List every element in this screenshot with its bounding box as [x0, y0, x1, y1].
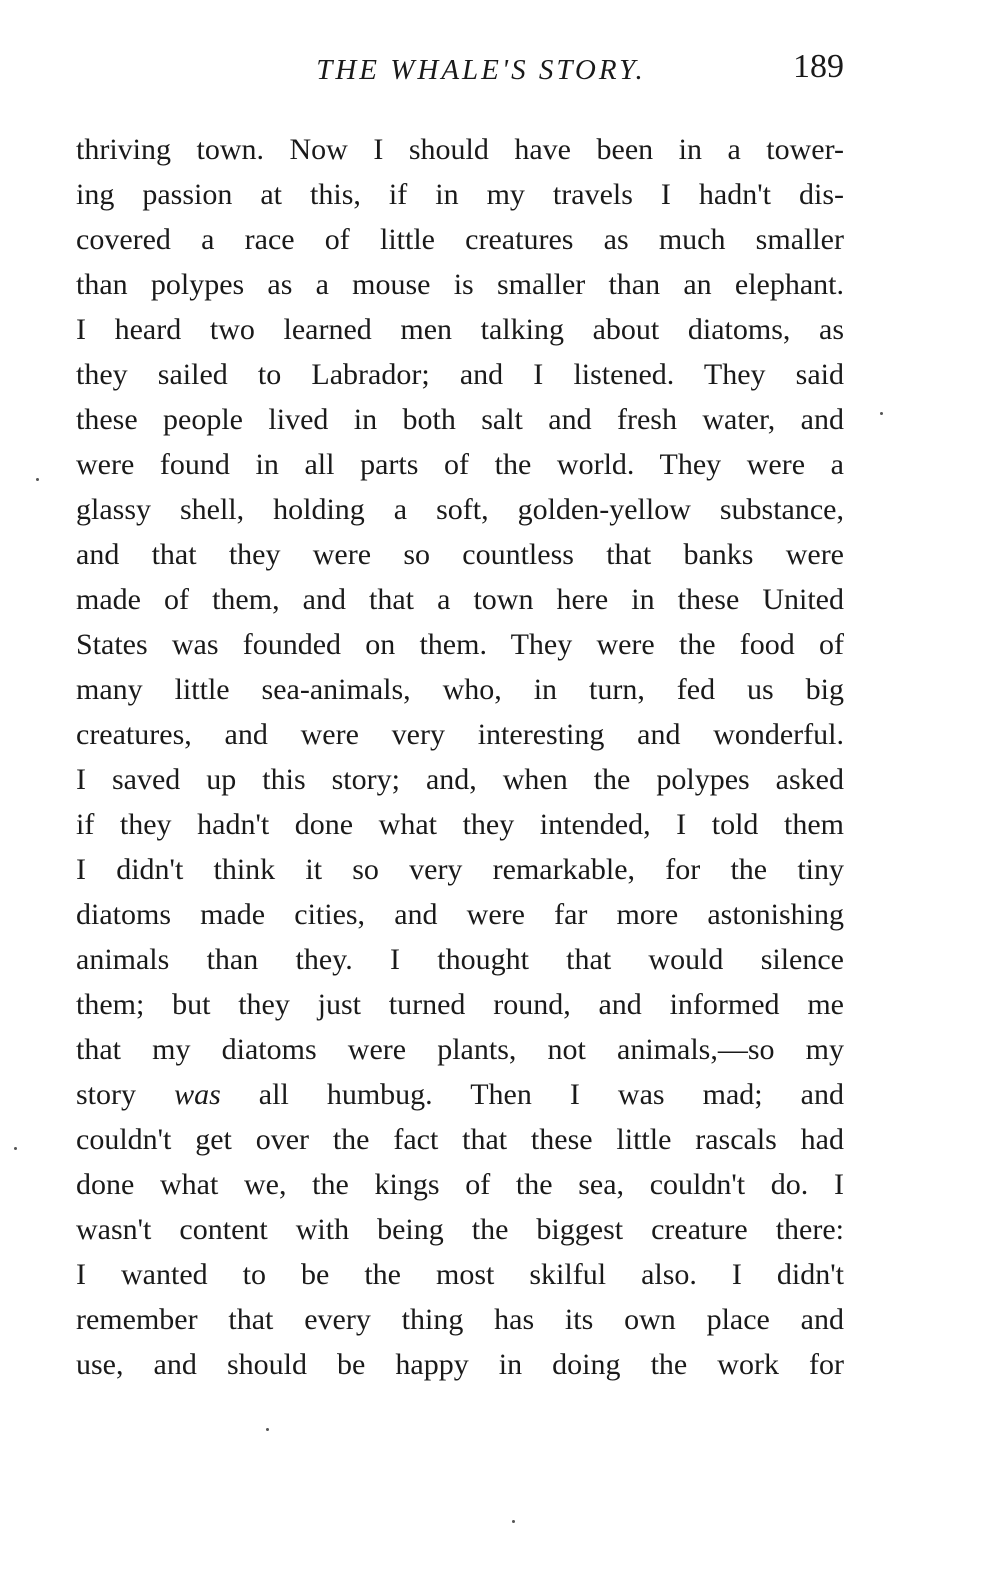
text-line: many little sea-animals, who, in turn, fed us big [76, 673, 844, 706]
text-line: creatures, and were very interesting and wonderful. [76, 718, 844, 751]
text-line: these people lived in both salt and fresh water, and [76, 403, 844, 436]
text-line: States was founded on them. They were the food of [76, 628, 844, 661]
page-number: 189 [793, 48, 844, 85]
text-line: were found in all parts of the world. They were a [76, 448, 844, 481]
running-title: THE WHALE'S STORY. [316, 54, 646, 86]
text-line: diatoms made cities, and were far more astonishing [76, 898, 844, 931]
body-text [76, 127, 844, 1387]
scan-speck [880, 412, 883, 415]
text-line: use, and should be happy in doing the work for [76, 1348, 844, 1381]
scan-speck [36, 478, 39, 481]
text-line: I wanted to be the most skilful also. I didn't [76, 1258, 844, 1291]
text-line: animals than they. I thought that would silence [76, 943, 844, 976]
page-header [76, 48, 846, 98]
scan-speck [14, 1147, 17, 1150]
text-line: couldn't get over the fact that these little rascals had [76, 1123, 844, 1156]
text-line: than polypes as a mouse is smaller than an elephant. [76, 268, 844, 301]
text-line: and that they were so countless that banks were [76, 538, 844, 571]
text-line: I saved up this story; and, when the polypes asked [76, 763, 844, 796]
text-line: made of them, and that a town here in these United [76, 583, 844, 616]
scan-speck [266, 1428, 269, 1431]
text-line: covered a race of little creatures as much smaller [76, 223, 844, 256]
text-line: glassy shell, holding a soft, golden-yellow substance, [76, 493, 844, 526]
emphasis-word: was [174, 1078, 221, 1111]
text-line: wasn't content with being the biggest creature there: [76, 1213, 844, 1246]
text-line: if they hadn't done what they intended, I told them [76, 808, 844, 841]
text-line: I heard two learned men talking about diatoms, as [76, 313, 844, 346]
text-line-with-italic: story was all humbug. Then I was mad; and [76, 1078, 844, 1111]
text-line: that my diatoms were plants, not animals,—so my [76, 1033, 844, 1066]
text-line: remember that every thing has its own place and [76, 1303, 844, 1336]
text-line: done what we, the kings of the sea, couldn't do. I [76, 1168, 844, 1201]
text-line: thriving town. Now I should have been in a tower- [76, 133, 844, 166]
text-line: I didn't think it so very remarkable, for the tiny [76, 853, 844, 886]
text-line: they sailed to Labrador; and I listened. They said [76, 358, 844, 391]
text-line: them; but they just turned round, and informed me [76, 988, 844, 1021]
scan-speck [512, 1520, 515, 1523]
text-line: ing passion at this, if in my travels I hadn't dis- [76, 178, 844, 211]
